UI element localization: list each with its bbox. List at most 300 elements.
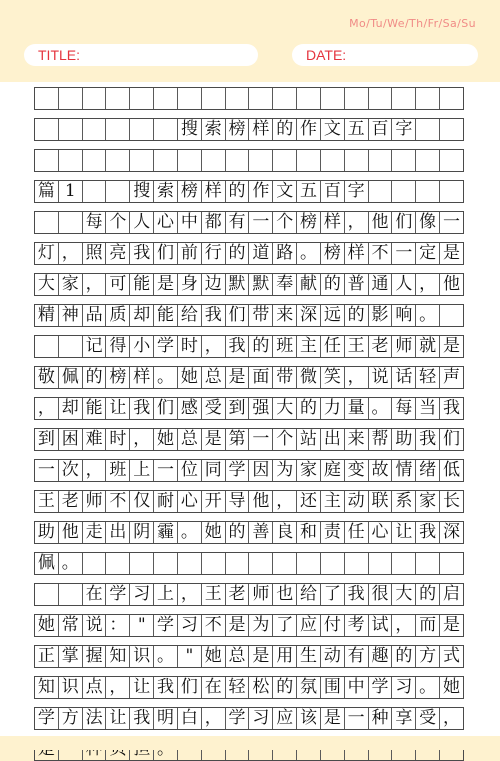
grid-cell: 却 bbox=[130, 305, 154, 326]
grid-cell: 方 bbox=[59, 708, 83, 729]
grid-cell bbox=[130, 119, 154, 140]
grid-cell bbox=[83, 553, 107, 574]
grid-row bbox=[34, 211, 464, 234]
grid-cell: 字 bbox=[392, 119, 416, 140]
grid-row bbox=[34, 521, 464, 544]
grid-cell: 质 bbox=[106, 305, 130, 326]
grid-cell: 次 bbox=[59, 460, 83, 481]
grid-cell: 响 bbox=[392, 305, 416, 326]
grid-cell: 我 bbox=[226, 336, 250, 357]
grid-row bbox=[34, 645, 464, 668]
grid-cell: 默 bbox=[249, 274, 273, 295]
grid-cell bbox=[392, 88, 416, 109]
grid-cell: 榜 bbox=[226, 119, 250, 140]
grid-cell: 榜 bbox=[321, 243, 345, 264]
grid-cell: 不 bbox=[106, 491, 130, 512]
grid-cell bbox=[440, 305, 463, 326]
weekday-selector[interactable]: Mo/Tu/We/Th/Fr/Sa/Su bbox=[349, 17, 476, 30]
grid-cell: 还 bbox=[297, 491, 321, 512]
grid-cell: 学 bbox=[35, 708, 59, 729]
grid-cell bbox=[321, 88, 345, 109]
grid-cell bbox=[273, 88, 297, 109]
grid-cell: 了 bbox=[273, 615, 297, 636]
grid-cell: 同 bbox=[202, 460, 226, 481]
grid-cell: 识 bbox=[59, 677, 83, 698]
grid-cell: 是 bbox=[249, 646, 273, 667]
grid-cell: 们 bbox=[392, 212, 416, 233]
grid-cell bbox=[440, 181, 463, 202]
grid-cell: 老 bbox=[59, 491, 83, 512]
grid-cell: " bbox=[178, 646, 202, 667]
grid-cell: 任 bbox=[345, 522, 369, 543]
grid-cell: 她 bbox=[442, 677, 460, 697]
grid-cell bbox=[297, 150, 321, 171]
grid-cell: 个 bbox=[273, 212, 297, 233]
grid-cell: 她 bbox=[202, 522, 226, 543]
grid-cell: 点 bbox=[83, 677, 107, 698]
grid-cell: 在 bbox=[202, 677, 226, 698]
grid-cell: 边 bbox=[202, 274, 226, 295]
grid-cell: 品 bbox=[83, 305, 107, 326]
grid-cell bbox=[273, 150, 297, 171]
grid-cell: 我 bbox=[130, 243, 154, 264]
grid-cell: 时 bbox=[106, 429, 130, 450]
grid-cell bbox=[416, 88, 440, 109]
grid-cell: 总 bbox=[178, 429, 202, 450]
grid-cell: 敬 bbox=[35, 367, 59, 388]
grid-cell bbox=[392, 150, 416, 171]
grid-cell: 习 bbox=[392, 677, 416, 698]
grid-cell: 微 bbox=[297, 367, 321, 388]
grid-cell: 是 bbox=[226, 367, 250, 388]
grid-cell bbox=[106, 119, 130, 140]
grid-cell: 强 bbox=[249, 398, 273, 419]
grid-cell: 心 bbox=[154, 212, 178, 233]
grid-cell bbox=[59, 88, 83, 109]
grid-cell: 到 bbox=[226, 398, 250, 419]
grid-cell bbox=[83, 150, 107, 171]
grid-cell: 都 bbox=[202, 212, 226, 233]
grid-cell: 说 bbox=[83, 615, 107, 636]
grid-cell bbox=[369, 88, 393, 109]
grid-cell: 正 bbox=[35, 646, 59, 667]
grid-cell: 我 bbox=[442, 398, 460, 418]
grid-cell: 是 bbox=[154, 274, 178, 295]
grid-cell: 责 bbox=[321, 522, 345, 543]
grid-cell: 佩 bbox=[59, 367, 83, 388]
grid-cell: 师 bbox=[83, 491, 107, 512]
grid-cell: 时 bbox=[178, 336, 202, 357]
grid-cell: 付 bbox=[321, 615, 345, 636]
grid-row bbox=[34, 676, 464, 699]
grid-cell: 亮 bbox=[106, 243, 130, 264]
grid-cell: 班 bbox=[106, 460, 130, 481]
grid-cell: 每 bbox=[392, 398, 416, 419]
date-field[interactable] bbox=[292, 44, 478, 66]
grid-cell: 能 bbox=[154, 305, 178, 326]
grid-cell: 任 bbox=[321, 336, 345, 357]
grid-cell: 助 bbox=[35, 522, 59, 543]
grid-row bbox=[34, 707, 464, 730]
grid-cell bbox=[249, 553, 273, 574]
grid-cell: ， bbox=[345, 212, 369, 233]
grid-cell: 当 bbox=[416, 398, 440, 419]
grid-cell: 长 bbox=[442, 491, 460, 511]
grid-cell: 一 bbox=[345, 708, 369, 729]
grid-cell: 们 bbox=[154, 398, 178, 419]
grid-cell bbox=[130, 150, 154, 171]
grid-cell: 影 bbox=[369, 305, 393, 326]
grid-cell: 学 bbox=[226, 460, 250, 481]
grid-cell: 给 bbox=[297, 584, 321, 605]
grid-cell: 我 bbox=[130, 708, 154, 729]
grid-row bbox=[34, 273, 464, 296]
grid-cell: 样 bbox=[321, 212, 345, 233]
grid-cell: 该 bbox=[297, 708, 321, 729]
grid-row bbox=[34, 397, 464, 420]
grid-cell: 的 bbox=[345, 305, 369, 326]
grid-cell: 轻 bbox=[416, 367, 440, 388]
grid-cell: 动 bbox=[321, 646, 345, 667]
grid-cell: 为 bbox=[273, 460, 297, 481]
grid-cell bbox=[297, 553, 321, 574]
grid-cell: 远 bbox=[321, 305, 345, 326]
grid-cell: 导 bbox=[226, 491, 250, 512]
grid-cell: 主 bbox=[321, 491, 345, 512]
grid-cell: 家 bbox=[297, 460, 321, 481]
grid-cell: 握 bbox=[83, 646, 107, 667]
grid-cell bbox=[416, 150, 440, 171]
grid-cell bbox=[178, 150, 202, 171]
grid-cell: 到 bbox=[35, 429, 59, 450]
grid-cell: 像 bbox=[416, 212, 440, 233]
grid-cell: 他 bbox=[369, 212, 393, 233]
grid-cell: 的 bbox=[273, 677, 297, 698]
grid-cell: 习 bbox=[249, 708, 273, 729]
grid-cell: 氛 bbox=[297, 677, 321, 698]
title-field[interactable] bbox=[24, 44, 258, 66]
grid-cell bbox=[392, 181, 416, 202]
grid-row bbox=[34, 428, 464, 451]
grid-cell: 总 bbox=[226, 646, 250, 667]
grid-cell: 一 bbox=[249, 212, 273, 233]
grid-cell bbox=[345, 88, 369, 109]
grid-cell: ： bbox=[106, 615, 130, 636]
grid-cell: 第 bbox=[226, 429, 250, 450]
grid-cell: 她 bbox=[202, 646, 226, 667]
grid-cell: 可 bbox=[106, 274, 130, 295]
grid-cell bbox=[35, 150, 59, 171]
grid-cell: 助 bbox=[392, 429, 416, 450]
grid-cell bbox=[202, 88, 226, 109]
grid-cell: 是 bbox=[442, 243, 460, 263]
grid-cell: 知 bbox=[106, 646, 130, 667]
grid-cell: 每 bbox=[83, 212, 107, 233]
grid-cell bbox=[369, 150, 393, 171]
grid-cell: 普 bbox=[345, 274, 369, 295]
grid-cell: 一 bbox=[35, 460, 59, 481]
grid-cell bbox=[59, 212, 83, 233]
grid-cell bbox=[59, 336, 83, 357]
grid-cell: 心 bbox=[178, 491, 202, 512]
grid-cell bbox=[130, 553, 154, 574]
grid-cell: 因 bbox=[249, 460, 273, 481]
grid-cell bbox=[226, 88, 250, 109]
grid-cell bbox=[83, 88, 107, 109]
grid-row bbox=[34, 552, 464, 575]
grid-cell: 文 bbox=[321, 119, 345, 140]
grid-cell: 在 bbox=[83, 584, 107, 605]
grid-cell bbox=[273, 553, 297, 574]
grid-cell: 让 bbox=[106, 398, 130, 419]
grid-cell: 师 bbox=[392, 336, 416, 357]
grid-cell: 话 bbox=[392, 367, 416, 388]
grid-cell bbox=[321, 150, 345, 171]
grid-cell: 难 bbox=[83, 429, 107, 450]
grid-cell: 们 bbox=[178, 677, 202, 698]
grid-cell: 照 bbox=[83, 243, 107, 264]
grid-cell: 困 bbox=[59, 429, 83, 450]
grid-cell: 声 bbox=[442, 367, 460, 387]
grid-cell: " bbox=[130, 615, 154, 636]
grid-cell: 位 bbox=[178, 460, 202, 481]
grid-cell: 力 bbox=[321, 398, 345, 419]
grid-cell: 阴 bbox=[130, 522, 154, 543]
grid-cell: 带 bbox=[273, 367, 297, 388]
grid-cell: 。 bbox=[416, 305, 440, 326]
grid-cell bbox=[35, 88, 59, 109]
grid-cell: 篇 bbox=[35, 181, 59, 202]
grid-cell: 的 bbox=[83, 367, 107, 388]
grid-cell: 轻 bbox=[226, 677, 250, 698]
grid-cell: 一 bbox=[392, 243, 416, 264]
grid-cell bbox=[369, 553, 393, 574]
grid-cell: 走 bbox=[83, 522, 107, 543]
grid-cell: 掌 bbox=[59, 646, 83, 667]
grid-cell: 应 bbox=[273, 708, 297, 729]
grid-cell bbox=[83, 181, 107, 202]
grid-cell bbox=[59, 584, 83, 605]
grid-cell: 五 bbox=[345, 119, 369, 140]
grid-cell: 低 bbox=[442, 460, 460, 480]
grid-cell: 动 bbox=[345, 491, 369, 512]
grid-cell: 老 bbox=[226, 584, 250, 605]
grid-cell: 的 bbox=[392, 646, 416, 667]
grid-row bbox=[34, 118, 464, 141]
grid-cell: 1 bbox=[59, 181, 83, 202]
grid-cell: 也 bbox=[273, 584, 297, 605]
grid-cell: 的 bbox=[297, 398, 321, 419]
grid-cell bbox=[249, 88, 273, 109]
grid-cell: ， bbox=[273, 491, 297, 512]
grid-cell: 受 bbox=[202, 398, 226, 419]
grid-cell: 中 bbox=[178, 212, 202, 233]
grid-cell: 。 bbox=[59, 553, 83, 574]
grid-cell: 的 bbox=[416, 584, 440, 605]
grid-cell: 神 bbox=[59, 305, 83, 326]
grid-cell: ， bbox=[130, 429, 154, 450]
grid-cell: 作 bbox=[297, 119, 321, 140]
grid-cell bbox=[106, 181, 130, 202]
grid-row bbox=[34, 242, 464, 265]
grid-cell bbox=[154, 88, 178, 109]
grid-cell: ， bbox=[345, 367, 369, 388]
grid-cell bbox=[59, 119, 83, 140]
grid-cell: 样 bbox=[202, 181, 226, 202]
grid-cell bbox=[440, 553, 463, 574]
grid-cell: 能 bbox=[130, 274, 154, 295]
grid-cell: 我 bbox=[202, 305, 226, 326]
grid-cell bbox=[440, 88, 463, 109]
grid-cell: 字 bbox=[345, 181, 369, 202]
grid-cell: 一 bbox=[442, 212, 460, 232]
grid-cell: 一 bbox=[249, 429, 273, 450]
grid-cell: 不 bbox=[202, 615, 226, 636]
grid-cell: 王 bbox=[345, 336, 369, 357]
grid-cell: 联 bbox=[369, 491, 393, 512]
grid-cell: 让 bbox=[130, 677, 154, 698]
grid-cell: 佩 bbox=[35, 553, 59, 574]
grid-cell: 习 bbox=[130, 584, 154, 605]
grid-row bbox=[34, 583, 464, 606]
grid-cell: 趣 bbox=[369, 646, 393, 667]
grid-cell: 榜 bbox=[178, 181, 202, 202]
grid-cell: 方 bbox=[416, 646, 440, 667]
grid-cell: 索 bbox=[202, 119, 226, 140]
grid-cell: 奉 bbox=[273, 274, 297, 295]
grid-cell bbox=[226, 553, 250, 574]
title-label: TITLE: bbox=[38, 47, 81, 63]
grid-cell: 明 bbox=[154, 708, 178, 729]
grid-cell: 中 bbox=[345, 677, 369, 698]
grid-cell: 笑 bbox=[321, 367, 345, 388]
grid-cell: 人 bbox=[130, 212, 154, 233]
grid-cell: 是 bbox=[321, 708, 345, 729]
grid-cell: 绪 bbox=[416, 460, 440, 481]
grid-cell: ， bbox=[83, 274, 107, 295]
grid-cell: 就 bbox=[416, 336, 440, 357]
grid-cell: 的 bbox=[226, 181, 250, 202]
grid-cell: 白 bbox=[178, 708, 202, 729]
grid-cell: 们 bbox=[154, 243, 178, 264]
grid-cell bbox=[440, 150, 463, 171]
grid-cell bbox=[202, 150, 226, 171]
grid-cell: ， bbox=[416, 274, 440, 295]
grid-cell bbox=[249, 150, 273, 171]
grid-cell: 深 bbox=[297, 305, 321, 326]
grid-cell: 面 bbox=[249, 367, 273, 388]
grid-cell: ， bbox=[202, 708, 226, 729]
grid-cell bbox=[369, 181, 393, 202]
grid-cell: 心 bbox=[369, 522, 393, 543]
grid-cell: 帮 bbox=[369, 429, 393, 450]
grid-cell: 搜 bbox=[178, 119, 202, 140]
grid-cell: 道 bbox=[249, 243, 273, 264]
grid-cell: 为 bbox=[249, 615, 273, 636]
grid-cell: ， bbox=[178, 584, 202, 605]
grid-row bbox=[34, 490, 464, 513]
grid-row bbox=[34, 459, 464, 482]
grid-cell: ， bbox=[59, 243, 83, 264]
grid-cell: 我 bbox=[345, 584, 369, 605]
grid-cell: 法 bbox=[83, 708, 107, 729]
grid-row bbox=[34, 366, 464, 389]
grid-cell: 松 bbox=[249, 677, 273, 698]
grid-cell bbox=[321, 553, 345, 574]
grid-cell: 了 bbox=[321, 584, 345, 605]
grid-cell: 个 bbox=[106, 212, 130, 233]
grid-cell: 。 bbox=[178, 522, 202, 543]
grid-cell: 仅 bbox=[130, 491, 154, 512]
grid-cell: 上 bbox=[154, 584, 178, 605]
grid-cell bbox=[35, 119, 59, 140]
grid-cell: 的 bbox=[226, 243, 250, 264]
grid-cell: 主 bbox=[297, 336, 321, 357]
grid-cell: 。 bbox=[297, 243, 321, 264]
grid-cell: 他 bbox=[442, 274, 460, 294]
grid-cell: 应 bbox=[297, 615, 321, 636]
grid-cell: 而 bbox=[416, 615, 440, 636]
grid-cell bbox=[226, 150, 250, 171]
grid-row bbox=[34, 614, 464, 637]
grid-cell: 她 bbox=[35, 615, 59, 636]
grid-cell: 通 bbox=[369, 274, 393, 295]
grid-cell: 有 bbox=[345, 646, 369, 667]
grid-cell: 路 bbox=[273, 243, 297, 264]
grid-cell: 的 bbox=[249, 336, 273, 357]
grid-cell bbox=[106, 88, 130, 109]
grid-cell: ， bbox=[392, 615, 416, 636]
grid-cell: 出 bbox=[106, 522, 130, 543]
grid-cell: 搜 bbox=[130, 181, 154, 202]
grid-cell: 五 bbox=[297, 181, 321, 202]
grid-cell: 不 bbox=[369, 243, 393, 264]
grid-cell: 却 bbox=[59, 398, 83, 419]
grid-cell bbox=[35, 584, 59, 605]
grid-cell: 试 bbox=[369, 615, 393, 636]
grid-cell: 个 bbox=[273, 429, 297, 450]
grid-row bbox=[34, 180, 464, 203]
grid-cell: 上 bbox=[130, 460, 154, 481]
grid-cell bbox=[130, 88, 154, 109]
grid-cell: 我 bbox=[416, 429, 440, 450]
grid-cell: 身 bbox=[178, 274, 202, 295]
grid-cell bbox=[154, 150, 178, 171]
grid-row bbox=[34, 149, 464, 172]
grid-cell: ， bbox=[35, 398, 59, 419]
grid-cell: 种 bbox=[369, 708, 393, 729]
grid-cell: 习 bbox=[178, 615, 202, 636]
grid-cell: 量 bbox=[345, 398, 369, 419]
grid-cell bbox=[178, 88, 202, 109]
grid-cell: 情 bbox=[392, 460, 416, 481]
grid-cell: 们 bbox=[226, 305, 250, 326]
grid-cell: ， bbox=[202, 336, 226, 357]
grid-cell: 她 bbox=[178, 367, 202, 388]
grid-cell: 霾 bbox=[154, 522, 178, 543]
grid-cell bbox=[59, 150, 83, 171]
date-label: DATE: bbox=[306, 47, 347, 63]
grid-cell: 百 bbox=[369, 119, 393, 140]
grid-cell: 有 bbox=[226, 212, 250, 233]
grid-cell: 站 bbox=[297, 429, 321, 450]
grid-cell: 老 bbox=[369, 336, 393, 357]
grid-cell: 善 bbox=[249, 522, 273, 543]
grid-cell: 记 bbox=[83, 336, 107, 357]
grid-cell: ， bbox=[106, 677, 130, 698]
grid-cell: 让 bbox=[392, 522, 416, 543]
grid-cell: 家 bbox=[59, 274, 83, 295]
